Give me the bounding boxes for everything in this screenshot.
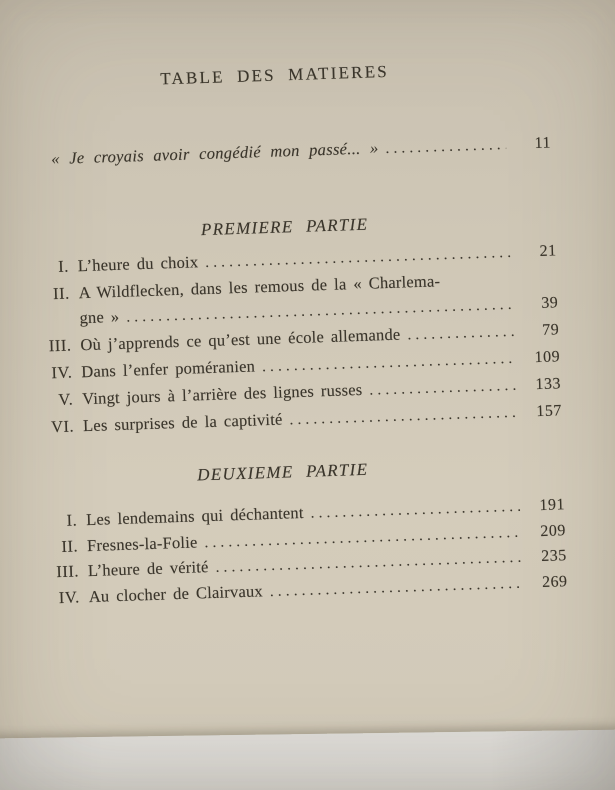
page-number: 235	[540, 547, 567, 566]
chapter-title: Dans l’enfer poméranien	[80, 356, 256, 382]
toc-section-premiere	[28, 237, 562, 441]
page-number: 79	[541, 321, 560, 339]
page-number: 269	[541, 572, 568, 591]
part-heading-premiere: PREMIERE PARTIE	[200, 214, 369, 240]
roman-numeral: V.	[57, 389, 74, 409]
page-number: 209	[540, 521, 567, 540]
page-number: 21	[539, 242, 557, 260]
toc-intro-row	[51, 132, 553, 169]
dot-leader	[385, 134, 506, 158]
chapter-title: L’heure du choix	[77, 252, 199, 276]
page-number: 11	[534, 134, 552, 153]
page-number: 133	[535, 375, 562, 394]
intro-label: « Je croyais avoir congédié mon passé... »	[50, 138, 379, 169]
chapter-title: A Wildflecken, dans les remous de la « Charlema-	[78, 271, 441, 303]
dot-leader	[407, 318, 515, 349]
roman-numeral: VI.	[50, 416, 75, 437]
roman-numeral: IV.	[58, 586, 81, 607]
page-number: 39	[541, 294, 559, 312]
roman-numeral: I.	[66, 510, 78, 530]
toc-section-deuxieme	[37, 492, 568, 611]
chapter-title: Fresnes-la-Folie	[86, 531, 198, 555]
chapter-title: Vingt jours à l’arrière des lignes russes	[81, 379, 363, 409]
chapter-title: L’heure de vérité	[87, 557, 209, 581]
roman-numeral: I.	[57, 256, 70, 276]
surface-below-page	[0, 730, 615, 790]
table-of-contents	[22, 44, 568, 611]
roman-numeral: III.	[48, 335, 72, 356]
roman-numeral: III.	[55, 561, 80, 582]
roman-numeral-empty	[31, 323, 80, 325]
chapter-title: Les surprises de la captivité	[82, 409, 283, 436]
roman-numeral: II.	[52, 283, 71, 304]
part-heading-deuxieme: DEUXIEME PARTIE	[196, 459, 369, 485]
page-number: 157	[536, 402, 563, 421]
chapter-title: Au clocher de Clairvaux	[88, 580, 264, 606]
page-number: 109	[534, 348, 561, 367]
chapter-title: Où j’apprends ce qu’est une école allemande	[80, 324, 401, 355]
chapter-title: Les lendemains qui déchantent	[85, 502, 304, 530]
chapter-title-continuation: gne »	[79, 306, 120, 328]
page-title: TABLE DES MATIERES	[159, 61, 390, 89]
roman-numeral: II.	[61, 535, 79, 556]
page-number: 191	[539, 496, 566, 515]
roman-numeral: IV.	[51, 362, 73, 383]
